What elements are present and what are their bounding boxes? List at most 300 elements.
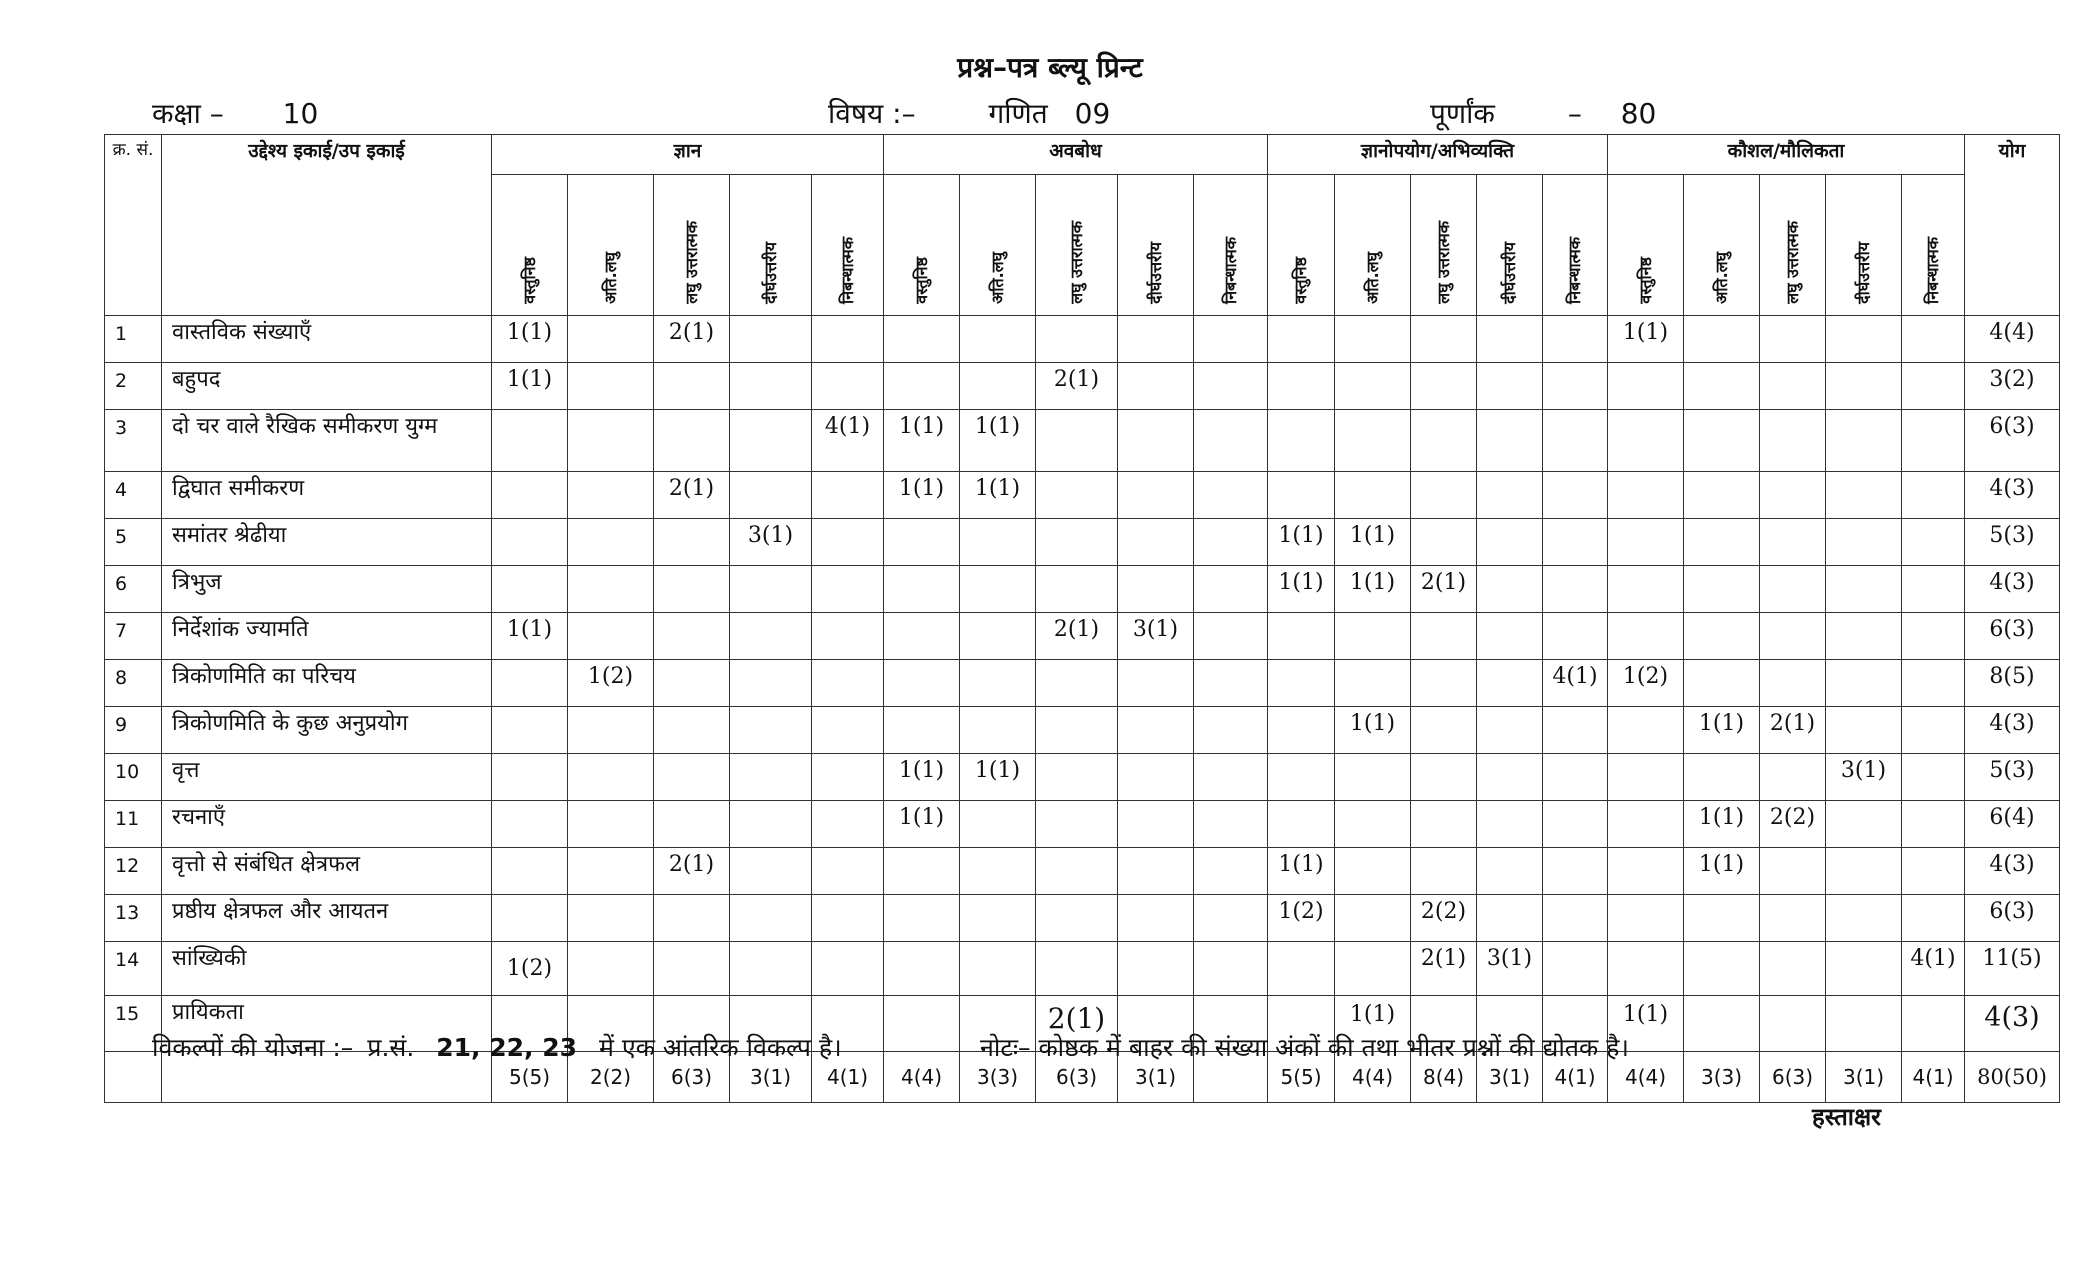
table-cell <box>568 942 654 996</box>
table-cell <box>1477 660 1543 707</box>
table-cell <box>1335 801 1411 848</box>
blueprint-table <box>104 134 2060 1103</box>
table-cell <box>1411 660 1477 707</box>
table-cell <box>1608 942 1684 996</box>
table-cell <box>1760 472 1826 519</box>
table-cell <box>1902 895 1965 942</box>
table-cell: 2(1) <box>1760 707 1826 754</box>
subheader-label: निबन्धात्मक <box>1565 237 1584 304</box>
row-unit: दो चर वाले रैखिक समीकरण युग्म <box>162 410 492 472</box>
table-cell <box>1760 942 1826 996</box>
column-total: 4(4) <box>884 1052 960 1103</box>
table-cell <box>730 316 812 363</box>
row-total: 3(2) <box>1965 363 2060 410</box>
marks-label: पूर्णांक <box>1430 97 1495 130</box>
subheader-label: लघु उत्तरात्मक <box>1433 221 1453 304</box>
table-cell <box>1902 410 1965 472</box>
table-cell <box>1118 660 1194 707</box>
row-serial: 2 <box>105 363 162 410</box>
table-cell <box>1194 472 1268 519</box>
table-cell <box>730 660 812 707</box>
row-serial: 7 <box>105 613 162 660</box>
column-total: 6(3) <box>654 1052 730 1103</box>
table-row <box>105 363 2060 410</box>
table-cell <box>812 660 884 707</box>
table-cell <box>1194 660 1268 707</box>
table-cell: 1(1) <box>1608 316 1684 363</box>
table-cell <box>1118 316 1194 363</box>
table-cell <box>812 566 884 613</box>
table-cell: 1(2) <box>568 660 654 707</box>
table-cell <box>1118 801 1194 848</box>
table-cell <box>1608 566 1684 613</box>
table-cell <box>884 363 960 410</box>
table-cell <box>1760 848 1826 895</box>
row-total: 5(3) <box>1965 519 2060 566</box>
row-serial: 4 <box>105 472 162 519</box>
subheader-cell <box>884 175 960 316</box>
sn-header: क्र. सं. <box>105 135 162 316</box>
subheader-cell <box>1411 175 1477 316</box>
table-cell <box>1268 316 1335 363</box>
table-cell <box>1684 613 1760 660</box>
row-serial: 3 <box>105 410 162 472</box>
subheader-label: दीर्घउत्तरीय <box>760 242 780 304</box>
options-suffix: में एक आंतरिक विकल्प है। <box>598 1033 842 1062</box>
table-cell <box>1543 801 1608 848</box>
table-cell <box>1760 519 1826 566</box>
table-cell <box>884 895 960 942</box>
table-cell <box>730 613 812 660</box>
table-row <box>105 410 2060 472</box>
table-cell <box>1036 660 1118 707</box>
subheader-cell <box>568 175 654 316</box>
options-note <box>152 1030 842 1064</box>
options-prefix: प्र.सं. <box>367 1033 415 1062</box>
table-cell <box>1760 895 1826 942</box>
table-cell <box>884 613 960 660</box>
row-total: 4(4) <box>1965 316 2060 363</box>
table-cell <box>1118 363 1194 410</box>
table-cell: 1(1) <box>1608 996 1684 1052</box>
table-cell <box>568 848 654 895</box>
table-cell: 2(1) <box>1411 566 1477 613</box>
subheader-label: दीर्घउत्तरीय <box>1145 242 1165 304</box>
row-unit: प्रष्ठीय क्षेत्रफल और आयतन <box>162 895 492 942</box>
table-cell <box>960 316 1036 363</box>
table-cell <box>1411 316 1477 363</box>
row-serial: 13 <box>105 895 162 942</box>
row-total: 4(3) <box>1965 707 2060 754</box>
table-cell <box>812 472 884 519</box>
subject-value: गणित <box>988 97 1048 130</box>
subheader-label: अति.लघु <box>1362 252 1382 304</box>
table-cell <box>654 754 730 801</box>
table-cell <box>884 942 960 996</box>
subheader-cell <box>1826 175 1902 316</box>
table-cell <box>1194 848 1268 895</box>
table-cell <box>1608 848 1684 895</box>
table-cell <box>1543 363 1608 410</box>
row-unit: निर्देशांक ज्यामति <box>162 613 492 660</box>
table-cell <box>1684 942 1760 996</box>
table-cell <box>1608 363 1684 410</box>
table-cell <box>1194 566 1268 613</box>
row-unit: द्विघात समीकरण <box>162 472 492 519</box>
table-cell <box>1036 848 1118 895</box>
table-row <box>105 519 2060 566</box>
row-serial: 1 <box>105 316 162 363</box>
table-row <box>105 801 2060 848</box>
table-cell <box>1684 895 1760 942</box>
table-cell <box>1608 754 1684 801</box>
row-unit: त्रिकोणमिति का परिचय <box>162 660 492 707</box>
subject-info <box>828 94 1110 132</box>
table-cell <box>960 660 1036 707</box>
table-cell <box>812 316 884 363</box>
table-cell <box>812 707 884 754</box>
table-cell <box>1268 410 1335 472</box>
column-total: 3(1) <box>1826 1052 1902 1103</box>
table-cell <box>1036 566 1118 613</box>
subheader-label: अति.लघु <box>1711 252 1731 304</box>
table-row <box>105 895 2060 942</box>
table-cell <box>1477 316 1543 363</box>
table-cell <box>1036 410 1118 472</box>
table-cell: 1(1) <box>1684 848 1760 895</box>
table-cell <box>1036 754 1118 801</box>
table-cell <box>1760 754 1826 801</box>
table-cell: 1(1) <box>1335 566 1411 613</box>
table-cell <box>812 895 884 942</box>
table-cell <box>960 801 1036 848</box>
table-cell <box>1543 566 1608 613</box>
table-cell <box>1194 895 1268 942</box>
column-total: 4(4) <box>1335 1052 1411 1103</box>
table-cell <box>1411 848 1477 895</box>
row-total: 4(3) <box>1965 472 2060 519</box>
row-total: 6(3) <box>1965 895 2060 942</box>
table-row <box>105 566 2060 613</box>
row-total: 8(5) <box>1965 660 2060 707</box>
table-cell <box>1477 472 1543 519</box>
table-row <box>105 707 2060 754</box>
table-cell <box>1118 410 1194 472</box>
table-cell <box>1411 363 1477 410</box>
table-cell <box>492 848 568 895</box>
column-total: 3(1) <box>730 1052 812 1103</box>
table-cell <box>960 566 1036 613</box>
table-cell <box>654 410 730 472</box>
table-cell <box>1335 316 1411 363</box>
column-total: 6(3) <box>1036 1052 1118 1103</box>
table-cell <box>1268 801 1335 848</box>
table-cell <box>1826 895 1902 942</box>
table-cell <box>730 363 812 410</box>
table-cell <box>1902 660 1965 707</box>
column-total: 5(5) <box>492 1052 568 1103</box>
table-cell <box>492 519 568 566</box>
marks-value: 80 <box>1620 97 1657 130</box>
options-label: विकल्पों की योजना :– <box>152 1033 354 1062</box>
subheader-label: अति.लघु <box>600 252 620 304</box>
row-total: 6(3) <box>1965 613 2060 660</box>
subheader-label: लघु उत्तरात्मक <box>1782 221 1802 304</box>
table-cell <box>654 707 730 754</box>
options-numbers: 21, 22, 23 <box>436 1033 578 1062</box>
subheader-cell <box>1902 175 1965 316</box>
table-cell <box>960 895 1036 942</box>
table-cell <box>1268 660 1335 707</box>
table-cell: 1(1) <box>884 472 960 519</box>
table-cell <box>1826 801 1902 848</box>
table-cell: 3(1) <box>1826 754 1902 801</box>
table-cell <box>568 410 654 472</box>
table-cell: 3(1) <box>1477 942 1543 996</box>
table-cell <box>1477 754 1543 801</box>
table-cell <box>1543 472 1608 519</box>
table-cell <box>1543 895 1608 942</box>
table-cell <box>960 942 1036 996</box>
table-cell <box>492 566 568 613</box>
table-cell <box>1684 363 1760 410</box>
table-cell: 2(2) <box>1411 895 1477 942</box>
column-total: 4(1) <box>1543 1052 1608 1103</box>
table-cell <box>1036 801 1118 848</box>
table-cell <box>1826 316 1902 363</box>
table-cell <box>1477 519 1543 566</box>
table-cell <box>1826 848 1902 895</box>
table-cell <box>960 613 1036 660</box>
row-serial: 8 <box>105 660 162 707</box>
table-cell <box>1543 410 1608 472</box>
row-unit: त्रिभुज <box>162 566 492 613</box>
table-cell <box>1335 613 1411 660</box>
table-cell <box>1335 472 1411 519</box>
table-cell <box>1826 996 1902 1052</box>
table-cell <box>1902 801 1965 848</box>
table-cell <box>1760 613 1826 660</box>
table-cell <box>654 566 730 613</box>
subheader-label: लघु उत्तरात्मक <box>681 221 701 304</box>
table-cell <box>1268 472 1335 519</box>
row-total: 11(5) <box>1965 942 2060 996</box>
table-cell <box>1760 410 1826 472</box>
table-cell <box>1036 707 1118 754</box>
subheader-cell <box>1335 175 1411 316</box>
table-cell <box>960 848 1036 895</box>
table-cell <box>1194 754 1268 801</box>
column-total: 2(2) <box>568 1052 654 1103</box>
table-cell <box>730 707 812 754</box>
table-cell <box>730 410 812 472</box>
table-row <box>105 472 2060 519</box>
table-cell <box>1194 707 1268 754</box>
row-total: 6(4) <box>1965 801 2060 848</box>
table-cell <box>1902 566 1965 613</box>
table-cell <box>1826 566 1902 613</box>
table-cell <box>1268 754 1335 801</box>
row-unit: वास्तविक संख्याएँ <box>162 316 492 363</box>
table-cell <box>1118 566 1194 613</box>
table-cell <box>1335 754 1411 801</box>
signature-label: हस्ताक्षर <box>1812 1103 1881 1131</box>
class-value: 10 <box>282 97 319 130</box>
column-total: 5(5) <box>1268 1052 1335 1103</box>
subject-label: विषय :– <box>828 97 916 130</box>
table-cell: 1(1) <box>1268 848 1335 895</box>
table-cell <box>1760 996 1826 1052</box>
table-cell: 1(1) <box>884 754 960 801</box>
row-total: 4(3) <box>1965 566 2060 613</box>
group-header-application: ज्ञानोपयोग/अभिव्यक्ति <box>1268 135 1608 175</box>
subheader-cell <box>1118 175 1194 316</box>
bracket-note: नोटः– कोष्ठक में बाहर की संख्या अंकों की तथा भीतर प्रश्नों की द्योतक है। <box>980 1033 1629 1062</box>
table-cell <box>1335 942 1411 996</box>
table-cell <box>1608 472 1684 519</box>
table-cell <box>1477 613 1543 660</box>
table-cell: 4(1) <box>812 410 884 472</box>
table-cell <box>730 942 812 996</box>
table-cell <box>1194 363 1268 410</box>
table-cell <box>1902 848 1965 895</box>
table-cell <box>1335 848 1411 895</box>
group-header-knowledge: ज्ञान <box>492 135 884 175</box>
table-cell: 1(1) <box>1335 996 1411 1052</box>
table-cell <box>884 996 960 1052</box>
table-cell <box>568 566 654 613</box>
table-cell: 2(1) <box>1036 613 1118 660</box>
table-cell <box>730 754 812 801</box>
table-cell <box>1118 707 1194 754</box>
table-cell: 1(2) <box>492 942 568 996</box>
row-serial: 14 <box>105 942 162 996</box>
row-total: 5(3) <box>1965 754 2060 801</box>
subheader-label: निबन्धात्मक <box>1220 237 1240 304</box>
row-serial: 11 <box>105 801 162 848</box>
table-cell <box>1826 613 1902 660</box>
table-cell <box>1477 410 1543 472</box>
table-cell <box>812 363 884 410</box>
table-cell <box>1608 895 1684 942</box>
table-cell <box>730 895 812 942</box>
table-cell: 4(1) <box>1902 942 1965 996</box>
table-cell <box>568 707 654 754</box>
table-cell: 1(1) <box>492 613 568 660</box>
table-cell <box>812 754 884 801</box>
table-cell: 1(1) <box>1335 519 1411 566</box>
table-cell <box>1411 707 1477 754</box>
table-cell <box>812 942 884 996</box>
table-cell <box>568 363 654 410</box>
table-cell <box>654 942 730 996</box>
table-cell <box>1826 472 1902 519</box>
table-cell <box>884 316 960 363</box>
table-cell <box>1036 316 1118 363</box>
table-cell <box>884 519 960 566</box>
column-total: 4(1) <box>1902 1052 1965 1103</box>
subheader-cell <box>1036 175 1118 316</box>
total-header: योग <box>1965 135 2060 316</box>
column-total: 3(3) <box>960 1052 1036 1103</box>
row-unit: बहुपद <box>162 363 492 410</box>
subheader-label: निबन्धात्मक <box>1923 237 1942 304</box>
table-cell <box>1543 519 1608 566</box>
table-cell <box>1268 942 1335 996</box>
row-unit: सांख्यिकी <box>162 942 492 996</box>
table-cell <box>730 472 812 519</box>
table-row <box>105 316 2060 363</box>
table-cell <box>568 316 654 363</box>
subheader-label: वस्तुनिष्ठ <box>519 257 539 304</box>
table-cell <box>492 707 568 754</box>
table-cell <box>1194 613 1268 660</box>
subheader-cell <box>1608 175 1684 316</box>
table-cell <box>654 895 730 942</box>
table-cell <box>1036 942 1118 996</box>
table-cell: 1(1) <box>884 410 960 472</box>
table-cell: 1(1) <box>492 363 568 410</box>
table-cell <box>1760 316 1826 363</box>
table-cell <box>1608 519 1684 566</box>
table-cell <box>1194 942 1268 996</box>
subheader-label: दीर्घउत्तरीय <box>1853 242 1873 304</box>
table-cell <box>1194 801 1268 848</box>
grand-total: 80(50) <box>1965 1052 2060 1103</box>
marks-dash: – <box>1567 97 1582 130</box>
table-cell <box>812 519 884 566</box>
table-cell <box>812 848 884 895</box>
table-cell <box>730 566 812 613</box>
subheader-cell <box>812 175 884 316</box>
table-cell <box>960 707 1036 754</box>
table-cell: 2(1) <box>654 848 730 895</box>
table-cell <box>1411 472 1477 519</box>
table-cell: 2(1) <box>1036 363 1118 410</box>
table-cell <box>1118 519 1194 566</box>
table-cell <box>1760 566 1826 613</box>
table-cell <box>1268 613 1335 660</box>
table-cell: 1(1) <box>960 410 1036 472</box>
table-cell: 4(1) <box>1543 660 1608 707</box>
table-cell <box>568 472 654 519</box>
table-cell: 3(1) <box>730 519 812 566</box>
row-unit: त्रिकोणमिति के कुछ अनुप्रयोग <box>162 707 492 754</box>
class-info <box>152 94 318 132</box>
row-unit: रचनाएँ <box>162 801 492 848</box>
table-cell <box>960 519 1036 566</box>
table-cell <box>492 895 568 942</box>
table-cell: 2(1) <box>654 316 730 363</box>
table-cell: 1(1) <box>1684 707 1760 754</box>
table-cell <box>1194 519 1268 566</box>
table-cell <box>568 519 654 566</box>
table-cell <box>1036 895 1118 942</box>
table-cell <box>1608 801 1684 848</box>
table-cell <box>1760 363 1826 410</box>
table-cell <box>1684 472 1760 519</box>
subheader-cell <box>730 175 812 316</box>
table-cell <box>1543 613 1608 660</box>
table-cell <box>1684 316 1760 363</box>
table-cell <box>1477 363 1543 410</box>
row-serial: 9 <box>105 707 162 754</box>
subheader-cell <box>1268 175 1335 316</box>
row-unit: समांतर श्रेढीया <box>162 519 492 566</box>
table-cell <box>1902 996 1965 1052</box>
table-cell <box>812 613 884 660</box>
table-cell: 1(1) <box>1335 707 1411 754</box>
